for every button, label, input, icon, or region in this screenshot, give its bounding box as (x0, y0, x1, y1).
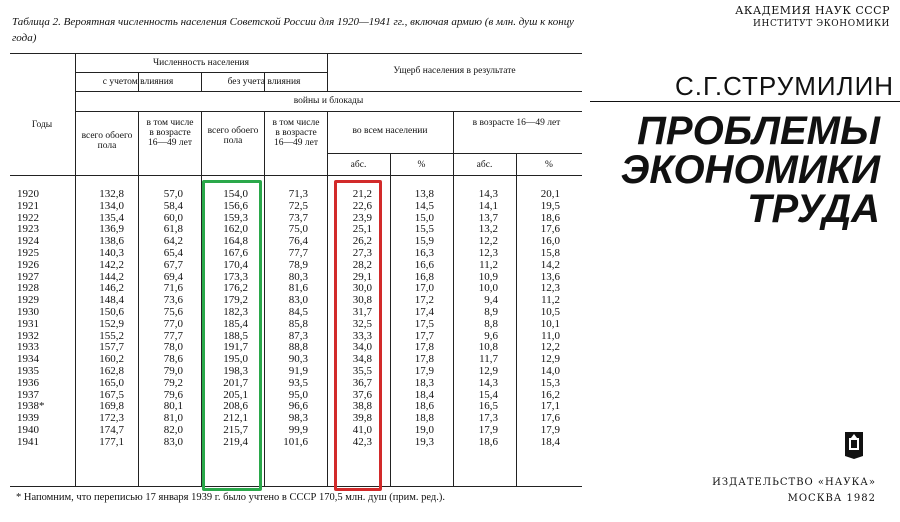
cell-damage_abs-14: 34,8 (352, 353, 372, 366)
cell-with_age-19: 81,0 (163, 412, 183, 425)
cell-age_abs-21: 18,6 (478, 435, 498, 448)
cell-damage_pct-0: 13,8 (414, 188, 434, 200)
cell-age_pct-1: 19,5 (540, 199, 560, 212)
cell-age_pct-16: 15,3 (540, 376, 560, 389)
cell-age_pct-9: 11,2 (541, 294, 560, 307)
cell-age_pct-21: 18,4 (540, 435, 560, 448)
cell-without_age-18: 96,6 (288, 400, 308, 413)
cover-rule (590, 101, 900, 102)
cell-years-7: 1927 (17, 270, 39, 283)
cell-damage_abs-0: 21,2 (352, 188, 372, 200)
cell-age_pct-18: 17,1 (540, 400, 560, 413)
cell-without_age-14: 90,3 (288, 353, 308, 366)
cell-without_age-5: 77,7 (288, 246, 308, 259)
cell-damage_pct-5: 16,3 (414, 246, 434, 259)
header-with-age: в том числе в возрасте 16—49 лет (146, 118, 194, 148)
cell-age_pct-11: 10,1 (540, 317, 560, 330)
cell-damage_pct-8: 17,0 (414, 282, 434, 295)
cell-without_age-7: 80,3 (288, 270, 308, 283)
rule-body (10, 175, 582, 176)
cell-with_total-15: 162,8 (99, 364, 124, 377)
cell-damage_abs-16: 36,7 (352, 376, 372, 389)
column-without-age (268, 189, 308, 449)
cell-without_age-9: 83,0 (288, 294, 308, 307)
cell-age_abs-11: 8,8 (484, 317, 498, 330)
cell-damage_pct-16: 18,3 (414, 376, 434, 389)
cell-damage_abs-21: 42,3 (352, 435, 372, 448)
cell-damage_abs-6: 28,2 (352, 258, 372, 271)
institute-name: ИНСТИТУТ ЭКОНОМИКИ (753, 19, 890, 29)
cell-years-15: 1935 (17, 364, 39, 377)
cell-age_abs-1: 14,1 (478, 199, 498, 212)
header-all-population: во всем населении (352, 126, 428, 136)
highlight-box-green (202, 180, 262, 491)
vline-2b (138, 111, 139, 486)
book-cover (590, 0, 900, 522)
rule-bottom (10, 486, 582, 487)
cell-age_pct-6: 14,2 (540, 258, 560, 271)
cell-years-18: 1938* (17, 400, 45, 413)
column-years (17, 189, 65, 449)
column-damage-pct (394, 189, 434, 449)
cell-without_age-8: 81,6 (288, 282, 308, 295)
cell-age_abs-4: 12,2 (478, 235, 498, 248)
header-damage-abs: абс. (350, 160, 367, 170)
cell-damage_abs-20: 41,0 (352, 423, 372, 436)
header-with-influence: с учетом влияния (102, 77, 174, 87)
cell-with_age-21: 83,0 (163, 435, 183, 448)
cell-years-4: 1924 (17, 235, 39, 248)
cell-age_pct-8: 12,3 (540, 282, 560, 295)
cell-without_age-1: 72,5 (288, 199, 308, 212)
title-line-2: ЭКОНОМИКИ (620, 148, 880, 192)
caption-text: Вероятная численность населения Советской России для 1920—1941 гг., включая армию (в млн. душ к концу года) (12, 16, 574, 44)
cell-years-17: 1937 (17, 388, 39, 401)
cell-years-5: 1925 (17, 246, 39, 259)
cell-with_age-10: 75,6 (163, 305, 183, 318)
cell-with_age-6: 67,7 (163, 258, 183, 271)
cell-without_age-21: 101,6 (283, 435, 308, 448)
title-line-3: ТРУДА (747, 187, 880, 231)
cell-without_age-13: 88,8 (288, 341, 308, 354)
header-damage-pct: % (417, 160, 426, 170)
cell-years-6: 1926 (17, 258, 39, 271)
footnote: * Напомним, что переписью 17 января 1939 г. было учтено в СССР 170,5 млн. душ (прим. ред.). (16, 492, 446, 503)
cell-without_total-13: 191,7 (223, 341, 248, 354)
header-age-16-49: в возрасте 16—49 лет (472, 118, 561, 128)
cell-damage_abs-2: 23,9 (352, 211, 372, 224)
cell-damage_abs-10: 31,7 (352, 305, 372, 318)
column-age-abs (458, 189, 498, 449)
cell-age_pct-3: 17,6 (540, 223, 560, 236)
cell-years-14: 1934 (17, 353, 39, 366)
cell-years-19: 1939 (17, 412, 39, 425)
cell-years-10: 1930 (17, 305, 39, 318)
cell-years-20: 1940 (17, 423, 39, 436)
cell-damage_pct-12: 17,7 (414, 329, 434, 342)
rule-abs (327, 153, 582, 154)
cell-age_pct-4: 16,0 (540, 235, 560, 248)
cell-damage_abs-4: 26,2 (352, 235, 372, 248)
cell-age_pct-13: 12,2 (540, 341, 560, 354)
cell-with_age-11: 77,0 (163, 317, 183, 330)
cell-without_age-15: 91,9 (288, 364, 308, 377)
cell-with_total-7: 144,2 (99, 270, 124, 283)
header-without-age: в том числе в возрасте 16—49 лет (272, 118, 320, 148)
cell-with_total-18: 169,8 (99, 400, 124, 413)
cell-without_age-4: 76,4 (288, 235, 308, 248)
cell-damage_abs-3: 25,1 (352, 223, 372, 236)
cell-years-11: 1931 (17, 317, 39, 330)
header-without-influence: без учета влияния (227, 77, 301, 87)
cell-damage_pct-13: 17,8 (414, 341, 434, 354)
cell-damage_pct-19: 18,8 (414, 412, 434, 425)
cell-without_age-10: 84,5 (288, 305, 308, 318)
cell-age_abs-14: 11,7 (479, 353, 498, 366)
cell-years-3: 1923 (17, 223, 39, 236)
cell-with_total-10: 150,6 (99, 305, 124, 318)
cell-without_total-18: 208,6 (223, 400, 248, 413)
header-without-total: всего обоего пола (207, 126, 259, 146)
cell-without_total-21: 219,4 (223, 435, 248, 448)
cell-years-21: 1941 (17, 435, 39, 448)
cell-age_pct-15: 14,0 (540, 364, 560, 377)
city-year: МОСКВА 1982 (787, 493, 876, 504)
cell-damage_pct-3: 15,5 (414, 223, 434, 236)
publisher: ИЗДАТЕЛЬСТВО «НАУКА» (712, 477, 876, 488)
cell-damage_pct-10: 17,4 (414, 305, 434, 318)
cell-with_total-3: 136,9 (99, 223, 124, 236)
table-caption (12, 14, 582, 46)
caption-label: Таблица 2. (12, 16, 61, 28)
cell-damage_pct-7: 16,8 (414, 270, 434, 283)
cell-with_total-13: 157,7 (99, 341, 124, 354)
cell-with_age-3: 61,8 (163, 223, 183, 236)
cell-years-2: 1922 (17, 211, 39, 224)
cell-without_total-14: 195,0 (223, 353, 248, 366)
cell-with_total-16: 165,0 (99, 376, 124, 389)
highlight-box-red (334, 180, 382, 491)
cell-years-0: 1920 (17, 188, 39, 200)
cell-with_age-16: 79,2 (163, 376, 183, 389)
header-age-abs: абс. (476, 160, 493, 170)
cell-age_abs-9: 9,4 (484, 294, 498, 307)
cell-damage_pct-14: 17,8 (414, 353, 434, 366)
cell-without_total-20: 215,7 (223, 423, 248, 436)
cell-with_total-21: 177,1 (99, 435, 124, 448)
cell-without_age-12: 87,3 (288, 329, 308, 342)
cell-damage_pct-17: 18,4 (414, 388, 434, 401)
title-line-1: ПРОБЛЕМЫ (637, 109, 880, 153)
header-with-total: всего обоего пола (81, 131, 133, 151)
header-age-pct: % (545, 160, 553, 170)
cell-age_abs-17: 15,4 (478, 388, 498, 401)
cell-damage_pct-9: 17,2 (414, 294, 434, 307)
cell-damage_pct-11: 17,5 (414, 317, 434, 330)
cell-age_pct-19: 17,6 (540, 412, 560, 425)
cell-with_age-8: 71,6 (163, 282, 183, 295)
cell-with_age-7: 69,4 (163, 270, 183, 283)
cell-age_abs-19: 17,3 (478, 412, 498, 425)
cell-with_total-1: 134,0 (99, 199, 124, 212)
cell-without_total-10: 182,3 (223, 305, 248, 318)
cell-age_abs-5: 12,3 (478, 246, 498, 259)
nauka-logo-icon (843, 430, 865, 460)
cell-without_age-17: 95,0 (288, 388, 308, 401)
cell-years-1: 1921 (17, 199, 39, 212)
cell-with_total-5: 140,3 (99, 246, 124, 259)
cell-without_total-15: 198,3 (223, 364, 248, 377)
header-years: Годы (31, 120, 53, 130)
cell-with_total-11: 152,9 (99, 317, 124, 330)
rule-war (75, 111, 582, 112)
cell-without_total-11: 185,4 (223, 317, 248, 330)
cell-with_total-8: 146,2 (99, 282, 124, 295)
cell-damage_pct-15: 17,9 (414, 364, 434, 377)
cell-age_abs-15: 12,9 (478, 364, 498, 377)
cell-without_total-19: 212,1 (223, 412, 248, 425)
cell-damage_abs-13: 34,0 (352, 341, 372, 354)
cell-without_age-6: 78,9 (288, 258, 308, 271)
cell-with_age-5: 65,4 (163, 246, 183, 259)
cell-with_total-4: 138,6 (99, 235, 124, 248)
cell-damage_abs-5: 27,3 (352, 246, 372, 259)
cell-without_total-1: 156,6 (223, 199, 248, 212)
cell-without_age-16: 93,5 (288, 376, 308, 389)
cell-without_total-2: 159,3 (223, 211, 248, 224)
cell-without_total-7: 173,3 (223, 270, 248, 283)
cell-without_total-3: 162,0 (223, 223, 248, 236)
vline-4b (264, 111, 265, 486)
column-age-pct (520, 189, 560, 449)
cell-with_total-17: 167,5 (99, 388, 124, 401)
cell-damage_pct-2: 15,0 (414, 211, 434, 224)
cell-years-16: 1936 (17, 376, 39, 389)
cell-age_pct-2: 18,6 (540, 211, 560, 224)
cell-damage_abs-17: 37,6 (352, 388, 372, 401)
cell-age_abs-10: 8,9 (484, 305, 498, 318)
cell-with_total-9: 148,4 (99, 294, 124, 307)
cell-damage_pct-6: 16,6 (414, 258, 434, 271)
cell-age_abs-18: 16,5 (478, 400, 498, 413)
cell-damage_pct-1: 14,5 (414, 199, 434, 212)
header-population: Численность населения (152, 58, 249, 68)
cell-with_age-14: 78,6 (163, 353, 183, 366)
cell-age_abs-3: 13,2 (478, 223, 498, 236)
cell-damage_pct-21: 19,3 (414, 435, 434, 448)
vline-1 (75, 53, 76, 486)
vline-8 (516, 153, 517, 486)
cell-damage_abs-1: 22,6 (352, 199, 372, 212)
header-damage: Ущерб населения в результате (393, 66, 516, 76)
cell-age_abs-7: 10,9 (478, 270, 498, 283)
cell-with_total-2: 135,4 (99, 211, 124, 224)
cell-with_age-18: 80,1 (163, 400, 183, 413)
cell-with_age-2: 60,0 (163, 211, 183, 224)
cell-with_age-9: 73,6 (163, 294, 183, 307)
cell-age_abs-16: 14,3 (478, 376, 498, 389)
column-with-age (143, 189, 183, 449)
cell-with_total-12: 155,2 (99, 329, 124, 342)
cell-with_age-1: 58,4 (163, 199, 183, 212)
cell-years-13: 1933 (17, 341, 39, 354)
cell-without_age-0: 71,3 (288, 188, 308, 200)
cell-damage_pct-20: 19,0 (414, 423, 434, 436)
cell-age_abs-8: 10,0 (478, 282, 498, 295)
cell-without_total-5: 167,6 (223, 246, 248, 259)
cell-with_age-20: 82,0 (163, 423, 183, 436)
cell-years-8: 1928 (17, 282, 39, 295)
header-war-blockade: войны и блокады (293, 96, 364, 106)
cell-age_pct-20: 17,9 (540, 423, 560, 436)
cell-with_age-13: 78,0 (163, 341, 183, 354)
cell-damage_pct-4: 15,9 (414, 235, 434, 248)
cell-without_total-4: 164,8 (223, 235, 248, 248)
cell-with_total-19: 172,3 (99, 412, 124, 425)
cell-age_abs-13: 10,8 (478, 341, 498, 354)
cell-with_age-17: 79,6 (163, 388, 183, 401)
cell-with_total-20: 174,7 (99, 423, 124, 436)
cell-without_age-20: 99,9 (288, 423, 308, 436)
cell-damage_abs-15: 35,5 (352, 364, 372, 377)
cell-age_abs-12: 9,6 (484, 329, 498, 342)
academy-name: АКАДЕМИЯ НАУК СССР (735, 4, 890, 17)
cell-with_total-14: 160,2 (99, 353, 124, 366)
rule-influence (75, 91, 582, 92)
cell-without_age-19: 98,3 (288, 412, 308, 425)
rule-top (10, 53, 582, 54)
cell-with_age-12: 77,7 (163, 329, 183, 342)
cell-without_age-3: 75,0 (288, 223, 308, 236)
cell-age_pct-0: 20,1 (540, 188, 560, 200)
cell-damage_abs-8: 30,0 (352, 282, 372, 295)
cell-age_pct-14: 12,9 (540, 353, 560, 366)
cell-without_total-12: 188,5 (223, 329, 248, 342)
cell-damage_abs-18: 38,8 (352, 400, 372, 413)
cell-without_total-16: 201,7 (223, 376, 248, 389)
cell-damage_abs-7: 29,1 (352, 270, 372, 283)
author-name: С.Г.СТРУМИЛИН (675, 71, 895, 101)
cell-age_pct-12: 11,0 (541, 329, 560, 342)
cell-with_age-15: 79,0 (163, 364, 183, 377)
cell-age_abs-2: 13,7 (478, 211, 498, 224)
cell-without_age-11: 85,8 (288, 317, 308, 330)
book-title (590, 109, 880, 231)
cell-age_pct-17: 16,2 (540, 388, 560, 401)
cell-age_abs-6: 11,2 (479, 258, 498, 271)
cell-with_age-0: 57,0 (163, 188, 183, 200)
cell-age_abs-20: 17,9 (478, 423, 498, 436)
cell-age_pct-7: 13,6 (540, 270, 560, 283)
cell-without_total-6: 170,4 (223, 258, 248, 271)
cell-age_pct-5: 15,8 (540, 246, 560, 259)
cell-with_age-4: 64,2 (163, 235, 183, 248)
cell-with_total-6: 142,2 (99, 258, 124, 271)
cell-without_age-2: 73,7 (288, 211, 308, 224)
cell-age_pct-10: 10,5 (540, 305, 560, 318)
cell-damage_abs-9: 30,8 (352, 294, 372, 307)
cell-damage_pct-18: 18,6 (414, 400, 434, 413)
vline-6 (390, 153, 391, 486)
cell-years-12: 1932 (17, 329, 39, 342)
column-with-total (80, 189, 124, 449)
cell-without_total-17: 205,1 (223, 388, 248, 401)
cell-without_total-9: 179,2 (223, 294, 248, 307)
cell-without_total-0: 154,0 (223, 188, 248, 200)
cell-with_total-0: 132,8 (99, 188, 124, 200)
cell-damage_abs-11: 32,5 (352, 317, 372, 330)
cell-damage_abs-12: 33,3 (352, 329, 372, 342)
cell-age_abs-0: 14,3 (478, 188, 498, 200)
cell-damage_abs-19: 39,8 (352, 412, 372, 425)
cell-years-9: 1929 (17, 294, 39, 307)
cell-without_total-8: 176,2 (223, 282, 248, 295)
